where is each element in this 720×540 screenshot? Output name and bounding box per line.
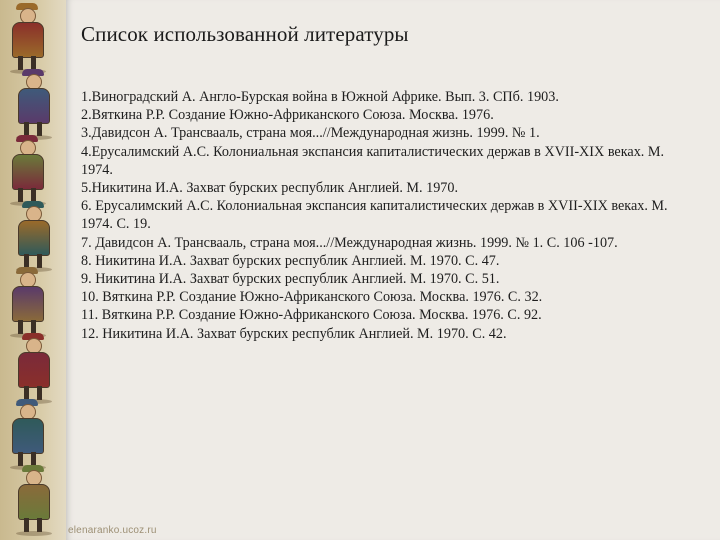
reference-item: 7. Давидсон А. Трансвааль, страна моя...//Международная жизнь. 1999. № 1. С. 106 -107. [81,234,618,251]
reference-item: 2.Вяткина Р.Р. Создание Южно-Африканского Союза. Москва. 1976. [81,107,494,124]
costume-figures-strip [0,0,66,540]
reference-list [81,88,681,343]
reference-item: 4.Ерусалимский А.С. Колониальная экспансия капиталистических держав в XVII-XIX веках. М. 1974. [81,143,665,178]
page-title: Список использованной литературы [81,22,409,46]
slide-content [66,0,720,540]
reference-item: 12. Никитина И.А. Захват бурских республик Англией. М. 1970. С. 42. [81,325,507,342]
reference-item: 6. Ерусалимский А.С. Колониальная экспансия капиталистических держав в XVII-XIX веках. М. 1974. С. 19. [81,198,668,233]
reference-item: 8. Никитина И.А. Захват бурских республик Англией. М. 1970. С. 47. [81,252,500,269]
reference-item: 1.Виноградский А. Англо-Бурская война в Южной Африке. Вып. 3. СПб. 1903. [81,89,559,105]
reference-item: 5.Никитина И.А. Захват бурских республик Англией. М. 1970. [81,180,459,197]
reference-item: 10. Вяткина Р.Р. Создание Южно-Африканского Союза. Москва. 1976. С. 32. [81,289,543,306]
reference-item: 9. Никитина И.А. Захват бурских республик Англией. М. 1970. С. 51. [81,271,500,288]
reference-item: 11. Вяткина Р.Р. Создание Южно-Африканского Союза. Москва. 1976. С. 92. [81,307,542,324]
footer-watermark: elenaranko.ucoz.ru [68,525,157,536]
reference-item: 3.Давидсон А. Трансвааль, страна моя...//Международная жизнь. 1999. № 1. [81,125,540,142]
